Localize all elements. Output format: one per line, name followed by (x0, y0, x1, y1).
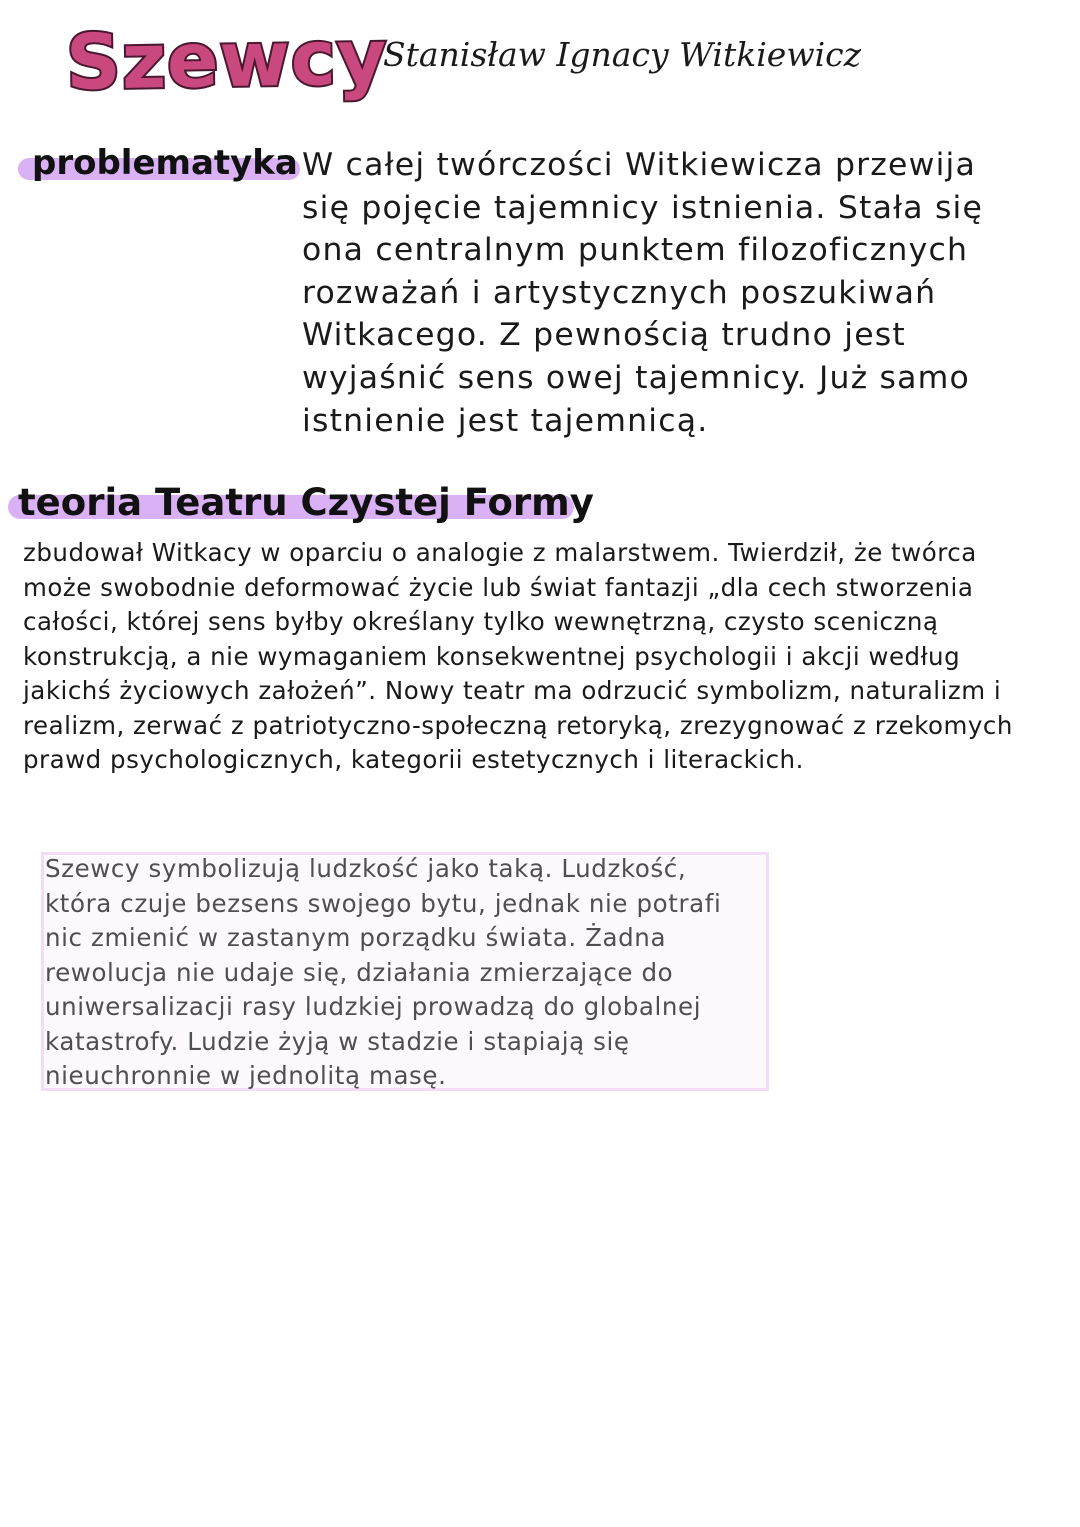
paragraph-line: realizm, zerwać z patriotyczno-społeczną retoryką, zrezygnować z rzekomych (23, 710, 1013, 740)
paragraph-line: ona centralnym punktem filozoficznych (302, 232, 969, 269)
paragraph-line: jakichś życiowych założeń”. Nowy teatr ma odrzucić symbolizm, naturalizm i (23, 676, 1002, 705)
paragraph-line: wyjaśnić sens owej tajemnicy. Już samo (302, 359, 971, 396)
paragraph-line: zbudował Witkacy w oparciu o analogie z malarstwem. Twierdził, że twórca (23, 538, 977, 567)
page-title: Szewcy (65, 12, 389, 107)
note-line: która czuje bezsens swojego bytu, jednak nie potrafi (45, 888, 722, 918)
paragraph-line: całości, której sens byłby określany tylko wewnętrzną, czysto sceniczną (23, 607, 939, 636)
teoria-paragraph (23, 536, 1073, 778)
section-heading-problematyka: problematyka (32, 143, 298, 183)
paragraph-line: rozważań i artystycznych poszukiwań (302, 274, 937, 311)
note-line: nic zmienić w zastanym porządku świata. Żadna (45, 923, 667, 952)
paragraph-line: istnienie jest tajemnicą. (302, 402, 709, 439)
note-line: Szewcy symbolizują ludzkość jako taką. Ludzkość, (45, 854, 687, 883)
note-text (45, 852, 765, 1094)
paragraph-line: się pojęcie tajemnicy istnienia. Stała się (302, 189, 984, 226)
paragraph-line: Witkacego. Z pewnością trudno jest (302, 317, 906, 354)
paragraph-line: W całej twórczości Witkiewicza przewija (302, 147, 976, 183)
paragraph-line: konstrukcją, a nie wymaganiem konsekwentnej psychologii i akcji według (23, 641, 961, 671)
paragraph-line: może swobodnie deformować życie lub świat fantazji „dla cech stworzenia (23, 572, 974, 602)
note-line: nieuchronnie w jednolitą masę. (45, 1061, 447, 1090)
note-line: uniwersalizacji rasy ludzkiej prowadzą do globalnej (45, 992, 702, 1021)
section-heading-teoria: teoria Teatru Czystej Formy (18, 481, 594, 524)
note-line: rewolucja nie udaje się, działania zmierzające do (45, 957, 674, 987)
paragraph-line: prawd psychologicznych, kategorii estetycznych i literackich. (23, 745, 804, 774)
problematyka-paragraph (302, 144, 1072, 442)
author-name: Stanisław Ignacy Witkiewicz (383, 35, 862, 74)
note-line: katastrofy. Ludzie żyją w stadzie i stapiają się (45, 1026, 630, 1056)
